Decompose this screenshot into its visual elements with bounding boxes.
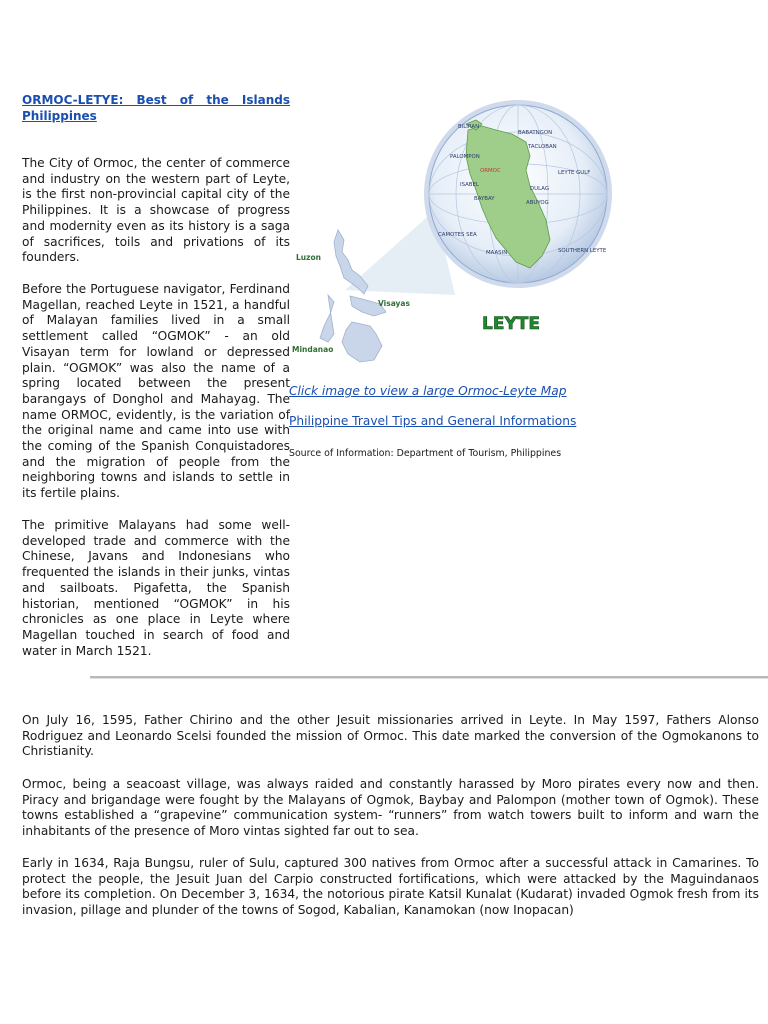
source-note: Source of Information: Department of Tourism, Philippines: [289, 448, 562, 459]
svg-text:BAYBAY: BAYBAY: [474, 196, 495, 202]
article-title-line2[interactable]: Philippines: [22, 108, 97, 123]
view-map-link[interactable]: Click image to view a large Ormoc-Leyte Map: [289, 384, 567, 398]
travel-tips-link[interactable]: Philippine Travel Tips and General Informations: [289, 414, 577, 428]
raja-bungsu-paragraph: Early in 1634, Raja Bungsu, ruler of Sulu, captured 300 natives from Ormoc after a successful attack in Camarines. To protect the people, the Jesuit Juan del Carpio constructed fortifications, which were attacked by the Maguindanaos before its completion. On December 3, 1634, the notorious pirate Katsil Kunalat (Kudarat) invaded Ogmok fresh from its invasion, pillage and plunder of the towns of Sogod, Kabalian, Kanamokan (now Inopacan): [22, 856, 759, 918]
svg-text:ORMOC: ORMOC: [480, 168, 501, 174]
svg-text:LEYTE GULF: LEYTE GULF: [558, 170, 591, 176]
svg-text:Mindanao: Mindanao: [292, 345, 334, 354]
pirates-paragraph: Ormoc, being a seacoast village, was always raided and constantly harassed by Moro pirates every now and then. Piracy and brigandage were fought by the Malayans of Ogmok, Baybay and Palompon (mother town of Ogmok). These towns established a “grapevine” communication system- “runners” from watch towers built to inform and warn the inhabitants of the presence of Moro vintas sighted far out to sea.: [22, 777, 759, 839]
svg-text:BILIRAN: BILIRAN: [458, 124, 480, 130]
svg-text:Visayas: Visayas: [378, 299, 410, 308]
svg-text:BABATNGON: BABATNGON: [518, 130, 553, 136]
svg-text:TACLOBAN: TACLOBAN: [528, 144, 557, 150]
philippines-silhouette: [320, 230, 386, 362]
jesuit-paragraph: On July 16, 1595, Father Chirino and the other Jesuit missionaries arrived in Leyte. In May 1597, Fathers Alonso Rodriguez and Leonardo Scelsi founded the mission of Ormoc. This date marked the conversion of the Ogmokanons to Christianity.: [22, 713, 759, 759]
article-title-line1[interactable]: ORMOC-LETYE: Best of the Islands: [22, 93, 290, 107]
article-title[interactable]: [22, 93, 290, 124]
svg-text:DULAG: DULAG: [530, 186, 549, 192]
leyte-caption: LEYTE: [482, 314, 540, 334]
svg-text:MAASIN: MAASIN: [486, 250, 508, 256]
horizontal-divider: [90, 676, 768, 679]
svg-text:PALOMPON: PALOMPON: [450, 154, 480, 160]
svg-text:ABUYOG: ABUYOG: [526, 200, 549, 206]
trade-paragraph: The primitive Malayans had some well-developed trade and commerce with the Chinese, Javans and Indonesians who frequented the islands in their junks, vintas and sailboats. Pigafetta, the Spanish historian, mentioned “OGMOK” in his chronicles as one place in Leyte where Magellan touched in search of food and water in March 1521.: [22, 518, 290, 658]
svg-text:Luzon: Luzon: [296, 253, 321, 262]
leyte-map-image[interactable]: [290, 90, 620, 380]
intro-paragraph: The City of Ormoc, the center of commerce and industry on the western part of Leyte, is the first non-provincial capital city of the Philippines. It is a showcase of progress and modernity even as its history is a saga of sacrifices, toils and privations of its founders.: [22, 156, 290, 265]
svg-text:CAMOTES SEA: CAMOTES SEA: [438, 232, 477, 238]
svg-text:SOUTHERN LEYTE: SOUTHERN LEYTE: [558, 248, 607, 254]
svg-text:ISABEL: ISABEL: [460, 182, 479, 188]
history-paragraph: Before the Portuguese navigator, Ferdinand Magellan, reached Leyte in 1521, a handful of Malayan families lived in a small settlement called “OGMOK” - an old Visayan term for lowland or depressed plain. “OGMOK” was also the name of a spring located between the present barangays of Donghol and Mahayag. The name ORMOC, evidently, is the variation of the original name and came into use with the coming of the Spanish Conquistadores and the migration of people from the neighboring towns and islands to settle in its fertile plains.: [22, 282, 290, 501]
